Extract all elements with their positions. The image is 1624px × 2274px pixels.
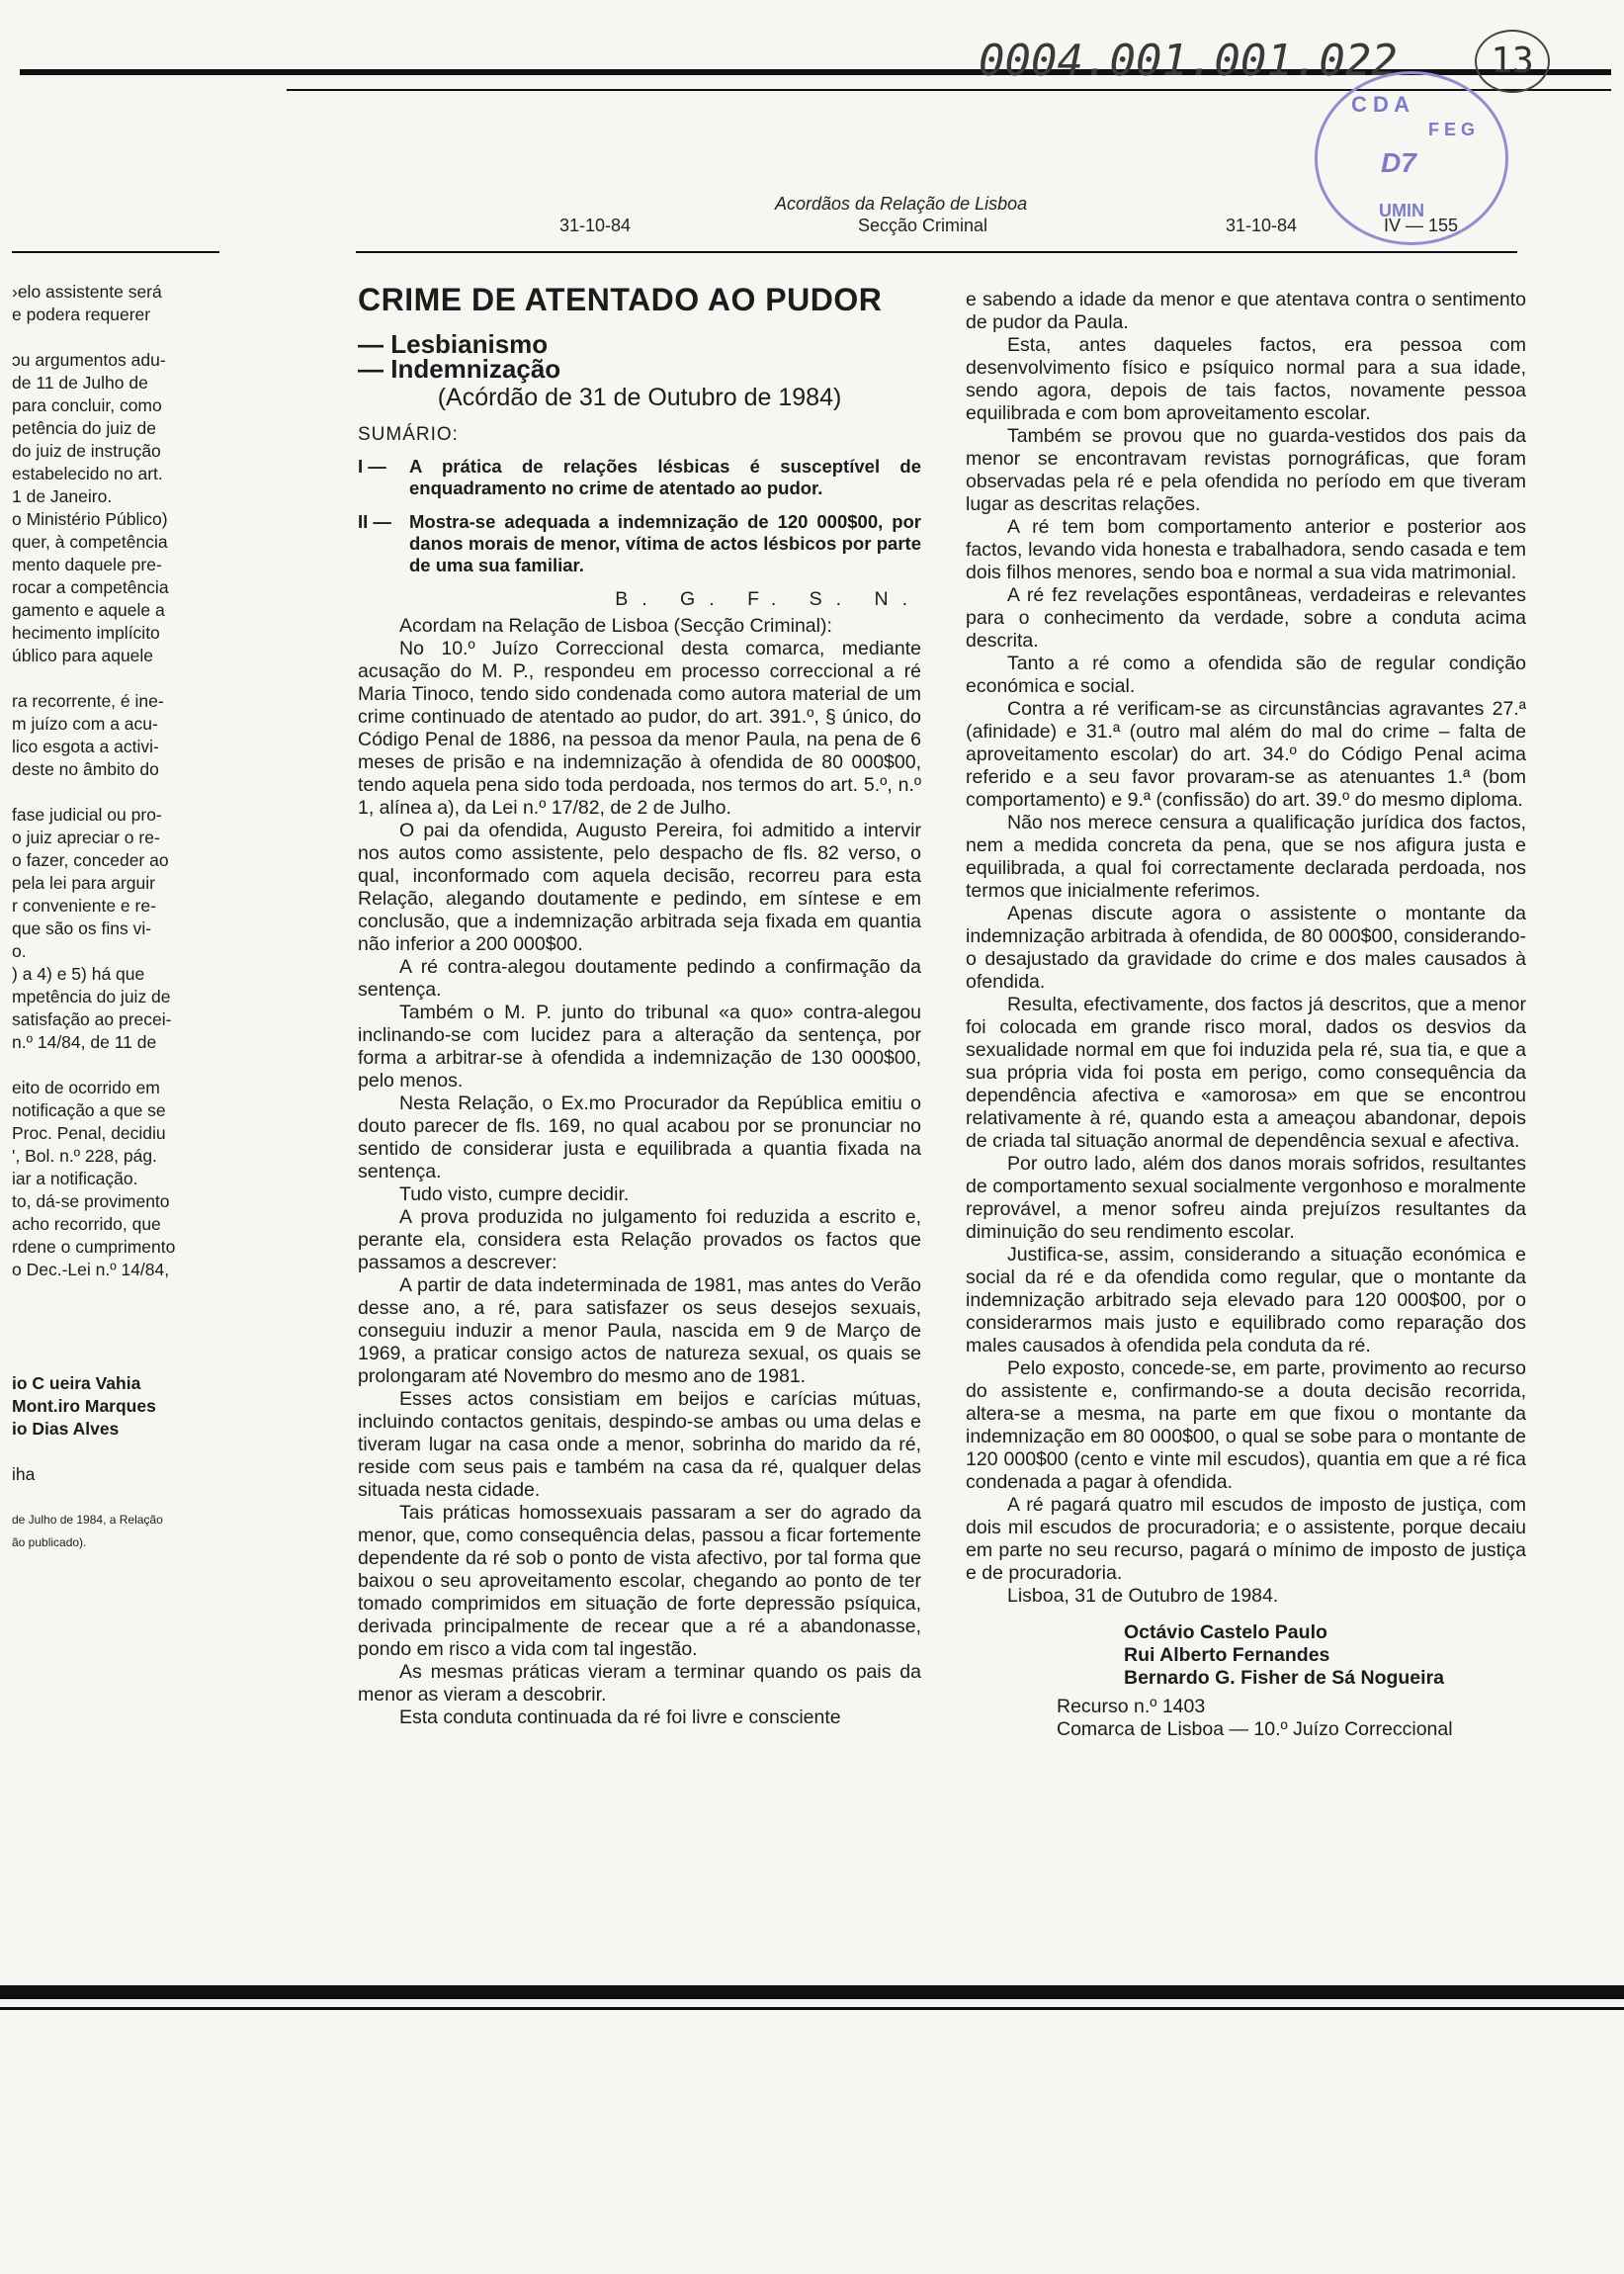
paragraph: No 10.º Juízo Correccional desta comarca, mediante acusação do M. P., respondeu em processo correccional a ré Maria Tinoco, tendo sido condenada como autora material de um crime continuado de atentado ao pudor, do art. 391.º, § único, do Código Penal de 1886, na pessoa da menor Paula, na pena de 6 meses de prisão e na indemnização à ofendida de 80 000$00, tendo aquela pena sido toda perdoada, nos termos do art. 5.º, n.º 1, alínea a), da Lei n.º 17/82, de 2 de Julho. [358,638,921,819]
acordao-date: (Acórdão de 31 de Outubro de 1984) [437,384,842,411]
archive-code: 0004.001.001.022 [979,36,1398,86]
fragment-line: io C ueira Vahia [12,1373,141,1393]
fragment-line: eito de ocorrido em [12,1078,160,1097]
fragment-line: ɔu argumentos adu- [12,350,166,370]
fragment-line: lico esgota a activi- [12,737,159,756]
paragraph: As mesmas práticas vieram a terminar quando os pais da menor as vieram a descobrir. [358,1661,921,1706]
fragment-line: o. [12,941,27,961]
sumario-number: II — [358,511,391,532]
bottom-rule [0,1985,1624,1999]
signature-2: Rui Alberto Fernandes [1124,1644,1330,1666]
header-publication: Acordãos da Relação de Lisboa [775,194,1028,214]
paragraph: Acordam na Relação de Lisboa (Secção Criminal): [399,615,832,637]
fragment-line: deste no âmbito do [12,759,159,779]
paragraph: A ré tem bom comportamento anterior e posterior aos factos, levando vida honesta e trabalhadora, sendo casada e tem dois filhos menores, sendo boa e normal a sua vida matrimonial. [966,516,1526,583]
fragment-line [12,1054,219,1077]
paragraph: Lisboa, 31 de Outubro de 1984. [1007,1585,1279,1607]
fragment-line: o juiz apreciar o re- [12,828,160,847]
stamp-bottom-text: UMIN [1379,201,1424,220]
paragraph: Resulta, efectivamente, dos factos já descritos, que a menor foi colocada em grande risco moral, dados os desvios da sexualidade normal em que foi induzida pela ré, sua tia, e que a sua própria vida foi posta em perigo, como consequência da dependência afectiva e «amorosa» em que se encontrou relativamente à ré, quando esta a ameaçou abandonar, depois de criada tal situação anormal de dependência sexual e afectiva. [966,994,1526,1152]
fragment-line: Proc. Penal, decidiu [12,1123,166,1143]
header-date-right: 31-10-84 [1226,216,1298,235]
paragraph: Contra a ré verificam-se as circunstâncias agravantes 27.ª (afinidade) e 31.ª (outro mal além do mal do crime – falta de aproveitamento escolar) do art. 34.º do Código Penal acima referido e a seu favor provaram-se as atenuantes 1.ª (bom comportamento) e 9.ª (confissão) do art. 39.º do mesmo diploma. [966,698,1526,811]
comarca: Comarca de Lisboa — 10.º Juízo Correccional [1057,1718,1453,1740]
header-volume-page: IV — 155 [1384,216,1459,235]
fragment-line [12,1304,219,1327]
paragraph: A ré contra-alegou doutamente pedindo a confirmação da sentença. [358,956,921,1001]
fragment-line: rdene o cumprimento [12,1237,176,1257]
fragment-line: úblico para aquele [12,646,154,665]
header-section: Secção Criminal [858,216,988,235]
paragraph: Esta conduta continuada da ré foi livre e consciente [399,1706,841,1728]
fragment-line: r conveniente e re- [12,896,156,916]
paragraph: Justifica-se, assim, considerando a situação económica e social da ré e da ofendida como regular, que o montante da indemnização arbitrado seja elevado para 120 000$00, por o considerarmos mais justo e equilibrado como reparação dos males causados à ofendida pela conduta da ré. [966,1244,1526,1356]
paragraph: A prova produzida no julgamento foi reduzida a escrito e, perante ela, considera esta Relação provados os factos que passamos a descrever: [358,1206,921,1273]
fragment-line: ão publicado). [12,1535,87,1549]
paragraph: Nesta Relação, o Ex.mo Procurador da República emitiu o douto parecer de fls. 169, no qual acabou por se pronunciar no sentido de considerar justa e equilibrada a quantia fixada na sentença. [358,1093,921,1182]
fragment-line [12,326,219,349]
paragraph: Tais práticas homossexuais passaram a ser do agrado da menor, que, como consequência delas, passou a ficar fortemente dependente da ré sob o ponto de vista afectivo, por tal forma que baixou o seu aproveitamento escolar, chegando ao ponto de ter tomado comprimidos em situação de forte depressão psíquica, derivada principalmente de recear que a ré a abandonasse, pondo em risco a vida com tal ingestão. [358,1502,921,1660]
fragment-line: ', Bol. n.º 228, pág. [12,1146,157,1166]
paragraph: Esta, antes daqueles factos, era pessoa com desenvolvimento físico e psíquico normal para a sua idade, sendo agora, depois de tais factos, novamente pessoa equilibrada e com bom aproveitamento escolar. [966,334,1526,424]
fragment-line: do juiz de instrução [12,441,161,461]
sumario-item [358,511,921,576]
header-rule-main [356,251,1517,253]
fragment-line: fase judicial ou pro- [12,805,162,825]
fragment-line: ) a 4) e 5) há que [12,964,145,984]
fragment-line: e podera requerer [12,305,151,324]
paragraph: e sabendo a idade da menor e que atentava contra o sentimento de pudor da Paula. [966,289,1526,333]
paragraph: Tanto a ré como a ofendida são de regular condição económica e social. [966,653,1526,697]
fragment-line [12,1350,219,1372]
fragment-line [12,781,219,804]
fragment-line: o Ministério Público) [12,509,168,529]
article-column-1 [358,282,921,1729]
fragment-line: gamento e aquele a [12,600,165,620]
paragraph: Tudo visto, cumpre decidir. [399,1183,630,1205]
signature-1: Octávio Castelo Paulo [1124,1621,1327,1643]
fragment-line: Mont.iro Marques [12,1396,156,1416]
fragment-line: petência do juiz de [12,418,156,438]
sumario-text: A prática de relações lésbicas é susceptível de enquadramento no crime de atentado ao pudor. [409,456,921,498]
sumario-item [358,456,921,499]
fragment-line [12,667,219,690]
fragment-line: mento daquele pre- [12,555,162,574]
paragraph: A partir de data indeterminada de 1981, mas antes do Verão desse ano, a ré, para satisfazer os seus desejos sexuais, conseguiu induzir a menor Paula, nascida em 9 de Março de 1969, a praticar consigo actos de natureza sexual, os quais se prolongaram até Novembro do mesmo ano de 1981. [358,1274,921,1387]
fragment-line: o Dec.-Lei n.º 14/84, [12,1260,170,1279]
fragment-line: quer, à competência [12,532,168,552]
fragment-line: m juízo com a acu- [12,714,158,734]
fragment-line: hecimento implícito [12,623,160,643]
fragment-line: estabelecido no art. [12,464,163,483]
page-number-circle: 13 [1475,30,1550,93]
subtitle-lesbianismo: — Lesbianismo [358,329,549,359]
header-date-left: 31-10-84 [559,216,632,235]
fragment-line [12,1441,219,1463]
bottom-rule-thin [0,2007,1624,2010]
paragraph: Pelo exposto, concede-se, em parte, provimento ao recurso do assistente e, confirmando-se a douta decisão recorrida, altera-se a mesma, na parte em que fixou o montante da indemnização em 80 000$00, o qual se sobe para o montante de 120 000$00 (cento e vinte mil escudos), quantia em que a ré fica condenada a pagar à ofendida. [966,1357,1526,1493]
paragraph: O pai da ofendida, Augusto Pereira, foi admitido a intervir nos autos como assistente, pelo despacho de fls. 82 verso, o qual, inconformado com aquela decisão, recorreu para esta Relação, alegando doutamente e pedindo, em síntese e em conclusão, que a indemnização arbitrada seja fixada em quantia não inferior a 200 000$00. [358,820,921,955]
fragment-line [12,1327,219,1350]
fragment-line: o fazer, conceder ao [12,850,169,870]
sumario-number: I — [358,456,386,477]
fragment-line: que são os fins vi- [12,918,152,938]
paragraph: A ré pagará quatro mil escudos de imposto de justiça, com dois mil escudos de procuradoria; e o assistente, porque decaiu em parte no seu recurso, pagará o mínimo de imposto de justiça e de procuradoria. [966,1494,1526,1584]
fragment-line: para concluir, como [12,395,162,415]
fragment-line: mpetência do juiz de [12,987,171,1006]
fragment-line: n.º 14/84, de 11 de [12,1032,157,1052]
paragraph: Também se provou que no guarda-vestidos dos pais da menor se encontravam revistas pornográficas, que foram observadas pela ré e pela ofendida no período em que tiveram lugar as descritas relações. [966,425,1526,515]
reporter-initials: B. G. F. S. N. [615,588,921,610]
paragraph: Não nos merece censura a qualificação jurídica dos factos, nem a medida concreta da pena, que se nos afigura justa e equilibrada, a qual foi correctamente declarada perdoada, nos termos que inicialmente referimos. [966,812,1526,902]
fragment-line: notificação a que se [12,1100,166,1120]
fragment-line: to, dá-se provimento [12,1191,170,1211]
fragment-line: iar a notificação. [12,1169,138,1188]
paragraph: Por outro lado, além dos danos morais sofridos, resultantes de comportamento sexual socialmente vergonhoso e moralmente reprovável, a menor sofreu ainda prejuízos resultantes da diminuição do seu rendimento escolar. [966,1153,1526,1243]
article-title: CRIME DE ATENTADO AO PUDOR [358,282,883,317]
header-rule-left [12,251,219,253]
paragraph: Também o M. P. junto do tribunal «a quo» contra-alegou inclinando-se com lucidez para a alteração da sentença, por forma a arbitrar-se à ofendida a indemnização de 130 000$00, pelo menos. [358,1002,921,1092]
fragment-line: iha [12,1464,36,1484]
fragment-line: acho recorrido, que [12,1214,161,1234]
signature-3: Bernardo G. Fisher de Sá Nogueira [1124,1667,1444,1689]
stamp-top-text: C D A [1351,92,1410,117]
fragment-line: satisfação ao precei- [12,1009,172,1029]
subtitle-indemnizacao: — Indemnização [358,354,561,384]
previous-page-fragment [12,281,219,1554]
fragment-line: 1 de Janeiro. [12,486,113,506]
stamp-center-text: D7 [1381,147,1416,178]
fragment-line [12,1486,219,1509]
paragraph: A ré fez revelações espontâneas, verdadeiras e relevantes para o conhecimento da verdade, sobre a conduta acima descrita. [966,584,1526,652]
article-column-2 [966,289,1526,1741]
fragment-line: rocar a competência [12,577,169,597]
fragment-line: ›elo assistente será [12,282,162,302]
stamp-right-text: F E G [1428,120,1476,139]
fragment-line: de 11 de Julho de [12,373,148,393]
fragment-line: ra recorrente, é ine- [12,691,164,711]
paragraph: Apenas discute agora o assistente o montante da indemnização arbitrada à ofendida, de 80 000$00, considerando-o desajustado da gravidade do crime e dos males causados à ofendida. [966,903,1526,993]
paragraph: Esses actos consistiam em beijos e carícias mútuas, incluindo contactos genitais, despindo-se ambas ou uma delas e tiveram lugar na casa onde a menor, sobrinha do marido da ré, reside com seus pais e também na casa da ré, qualquer delas situada nesta cidade. [358,1388,921,1501]
fragment-line [12,1281,219,1304]
sumario-label: SUMÁRIO: [358,424,459,445]
fragment-line: io Dias Alves [12,1419,120,1439]
fragment-line: pela lei para arguir [12,873,155,893]
recurso-number: Recurso n.º 1403 [1057,1696,1206,1717]
fragment-line: de Julho de 1984, a Relação [12,1513,163,1527]
sumario-text: Mostra-se adequada a indemnização de 120 000$00, por danos morais de menor, vítima de actos lésbicos por parte de uma sua familiar. [409,511,921,575]
